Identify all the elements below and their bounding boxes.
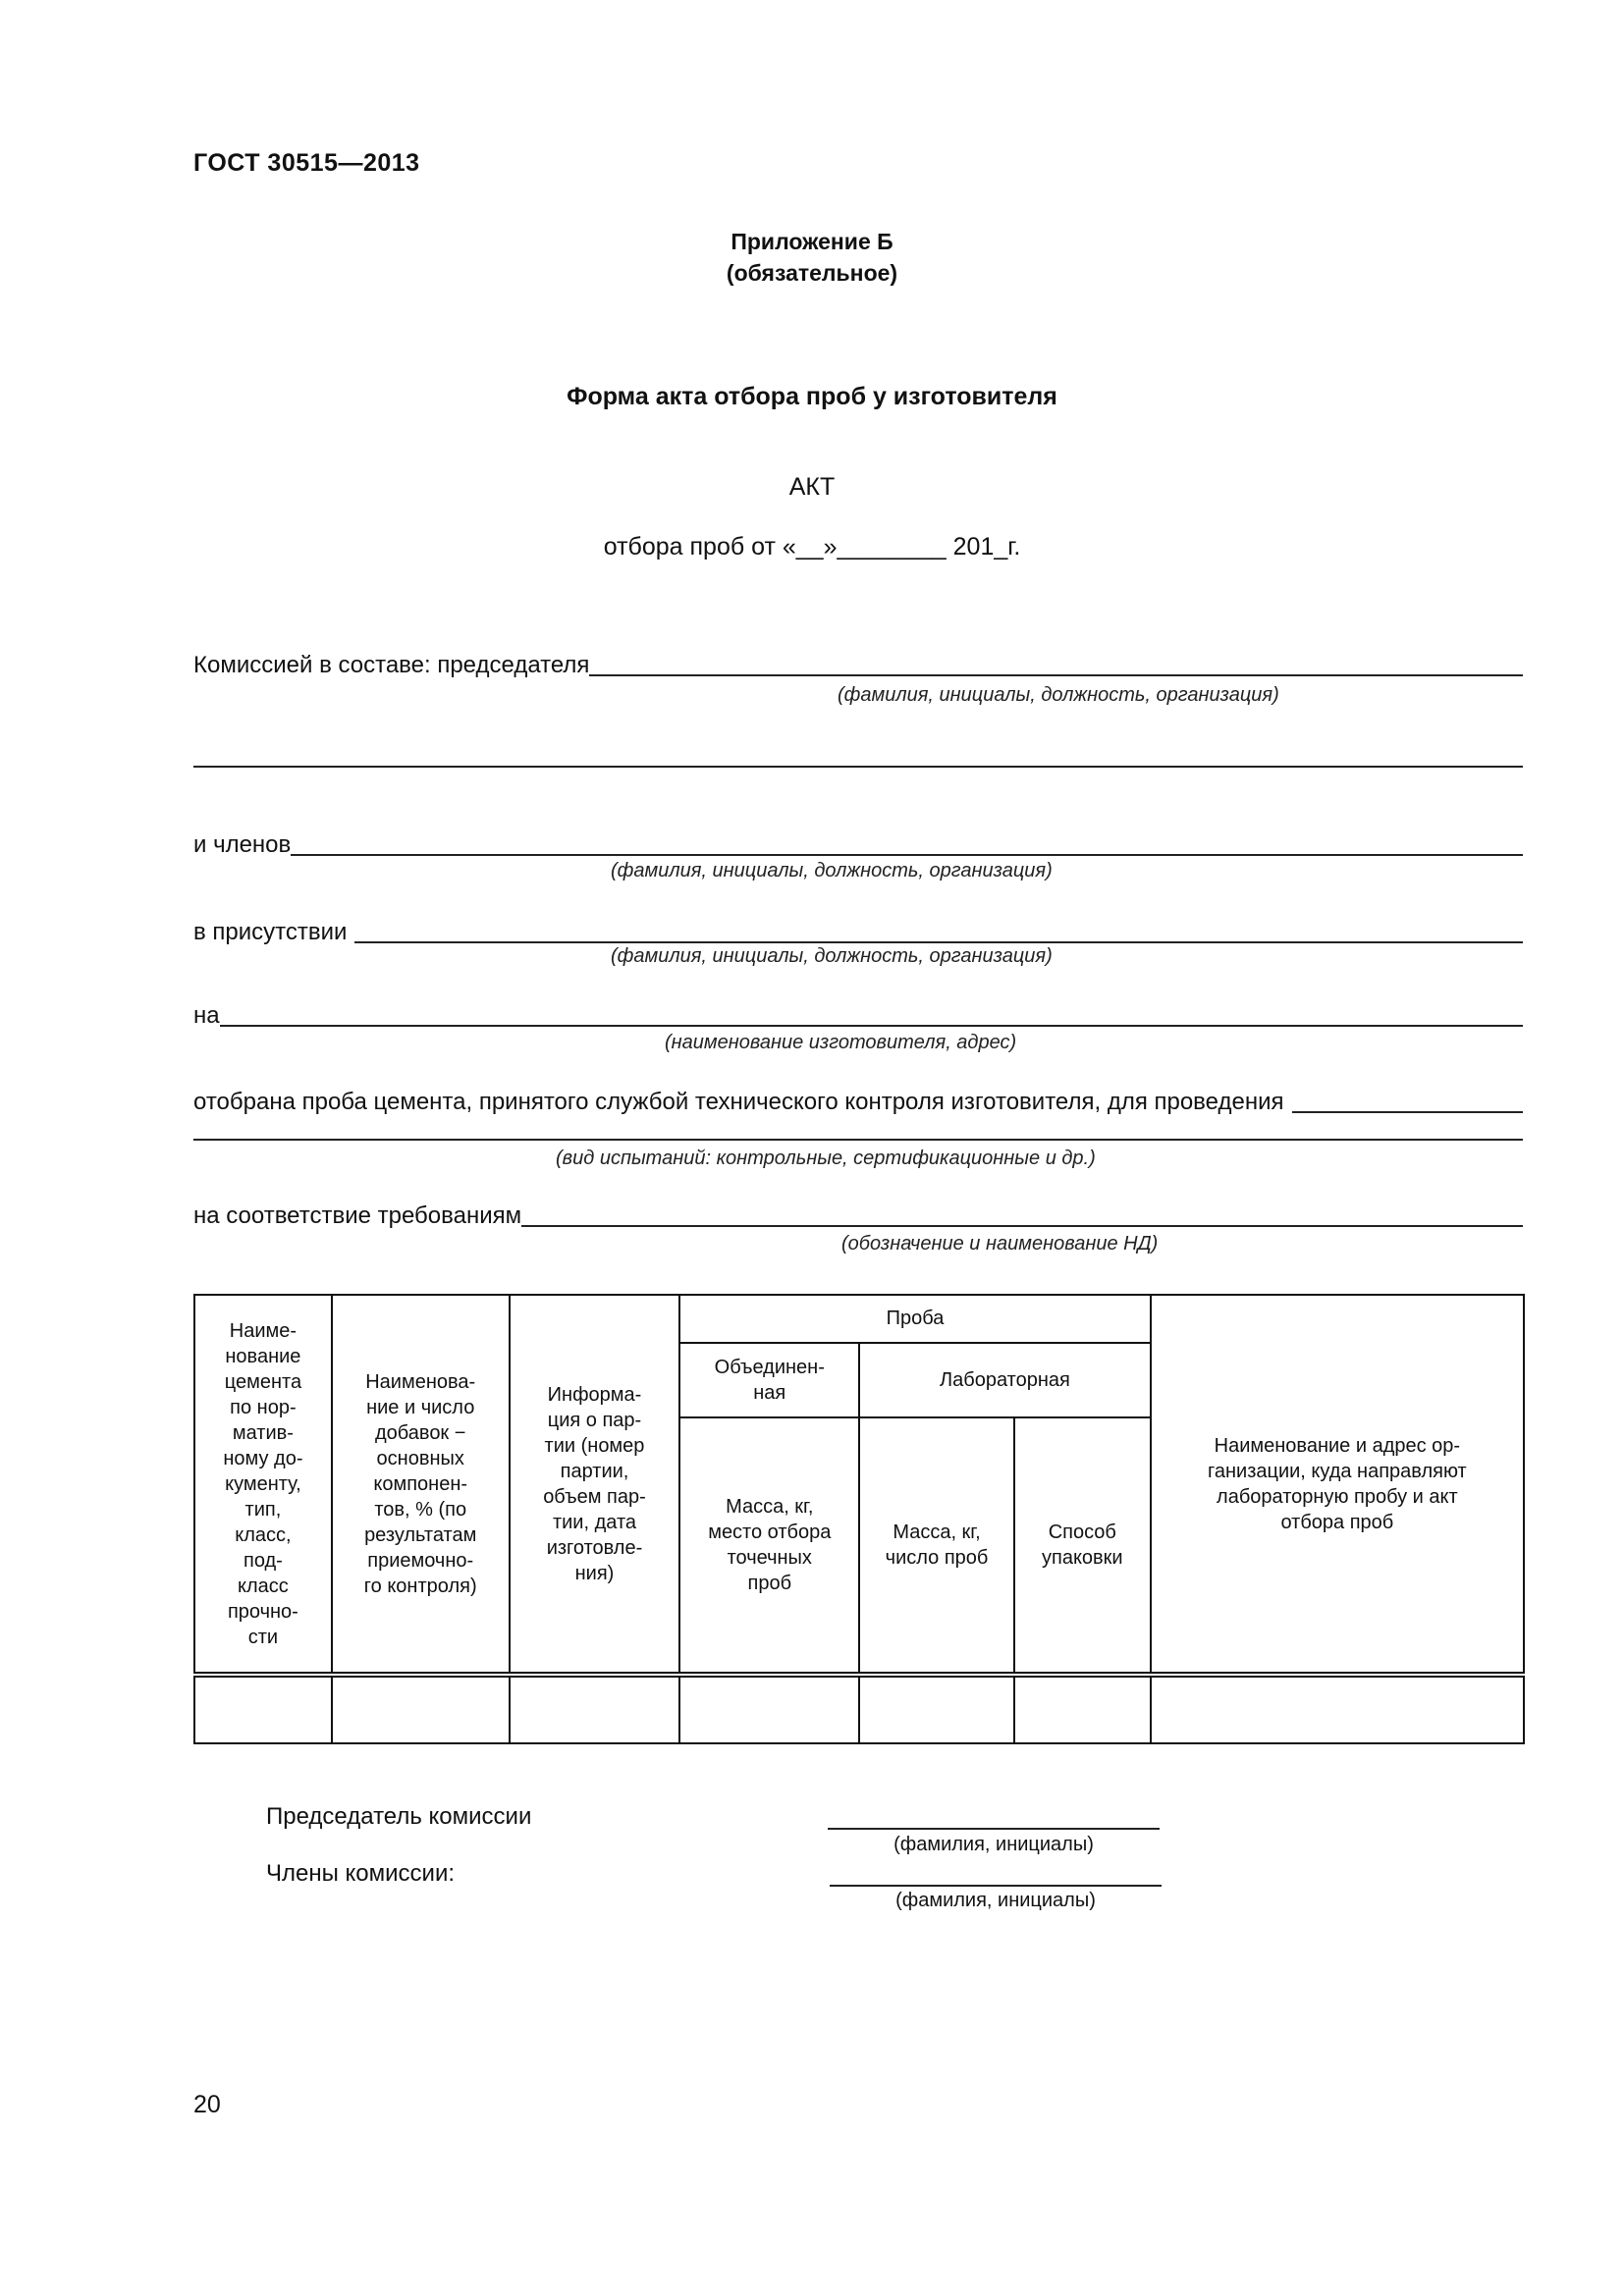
standard-header: ГОСТ 30515—2013 — [193, 149, 420, 177]
cell-lab-mass[interactable] — [859, 1675, 1014, 1743]
appendix-status: (обязательное) — [726, 260, 898, 286]
sample-label: отобрана проба цемента, принятого службой технического контроля изготовителя, для проведения — [193, 1089, 1284, 1115]
cell-packaging[interactable] — [1014, 1675, 1151, 1743]
compliance-label: на соответствие требованиям — [193, 1202, 522, 1229]
header-combined: Объединен- ная — [679, 1343, 859, 1418]
compliance-hint: (обозначение и наименование НД) — [841, 1233, 1159, 1255]
test-type-line[interactable] — [193, 1139, 1523, 1141]
members-hint: (фамилия, инициалы, должность, организация) — [611, 860, 1053, 881]
chairman-signature-label: Председатель комиссии — [266, 1803, 532, 1830]
members-signature-label: Члены комиссии: — [266, 1860, 456, 1887]
chairman-label: Комиссией в составе: председателя — [193, 652, 590, 678]
header-batch-info: Информа- ция о пар- тии (номер партии, объем пар- тии, дата изготовле- ния) — [510, 1295, 680, 1675]
cell-organization[interactable] — [1151, 1675, 1524, 1743]
compliance-row — [193, 1194, 1523, 1233]
cell-combined-mass[interactable] — [679, 1675, 859, 1743]
test-type-hint: (вид испытаний: контрольные, сертификационные и др.) — [556, 1148, 1096, 1169]
presence-label: в присутствии — [193, 919, 348, 945]
header-packaging: Способ упаковки — [1014, 1417, 1151, 1675]
header-cement-name: Наиме- нование цемента по нор- матив- ному до- кументу, тип, класс, под- класс прочно- сти — [194, 1295, 332, 1675]
presence-field[interactable] — [354, 902, 1523, 943]
presence-row — [193, 910, 1523, 949]
members-signature-hint: (фамилия, инициалы) — [895, 1890, 1096, 1911]
header-sample: Проба — [679, 1295, 1150, 1343]
table-row — [194, 1675, 1524, 1743]
manufacturer-hint: (наименование изготовителя, адрес) — [665, 1032, 1017, 1053]
header-organization: Наименование и адрес ор- ганизации, куда направляют лабораторную пробу и акт отбора проб — [1151, 1295, 1524, 1675]
header-laboratory: Лабораторная — [859, 1343, 1151, 1418]
sample-table — [193, 1294, 1525, 1744]
presence-hint: (фамилия, инициалы, должность, организация) — [611, 945, 1053, 967]
act-title: АКТ — [788, 473, 836, 501]
cell-cement-name[interactable] — [194, 1675, 332, 1743]
header-additives: Наименова- ние и число добавок − основных компонен- тов, % (по результатам приемочно- го контроля) — [332, 1295, 510, 1675]
cell-additives[interactable] — [332, 1675, 510, 1743]
chairman-field[interactable] — [589, 635, 1523, 676]
page-number: 20 — [193, 2091, 221, 2118]
manufacturer-row — [193, 993, 1523, 1033]
members-label: и членов — [193, 831, 292, 858]
sample-row — [193, 1080, 1523, 1119]
form-title: Форма акта отбора проб у изготовителя — [567, 383, 1057, 410]
chairman-signature-hint: (фамилия, инициалы) — [893, 1834, 1094, 1855]
test-type-field[interactable] — [1292, 1072, 1524, 1113]
compliance-field[interactable] — [521, 1186, 1523, 1227]
chairman-extra-line[interactable] — [193, 766, 1523, 768]
header-lab-mass: Масса, кг, число проб — [859, 1417, 1014, 1675]
members-field[interactable] — [291, 815, 1523, 856]
chairman-row — [193, 643, 1523, 682]
appendix-title: Приложение Б — [731, 229, 893, 254]
cell-batch-info[interactable] — [510, 1675, 680, 1743]
act-date-line: отбора проб от «__»________ 201_г. — [603, 533, 1021, 561]
manufacturer-field[interactable] — [220, 986, 1523, 1027]
members-row — [193, 823, 1523, 862]
members-signature-field[interactable] — [830, 1885, 1162, 1887]
manufacturer-label: на — [193, 1002, 220, 1029]
chairman-signature-field[interactable] — [828, 1828, 1160, 1830]
chairman-hint: (фамилия, инициалы, должность, организация) — [838, 684, 1279, 706]
header-combined-mass: Масса, кг, место отбора точечных проб — [679, 1417, 859, 1675]
